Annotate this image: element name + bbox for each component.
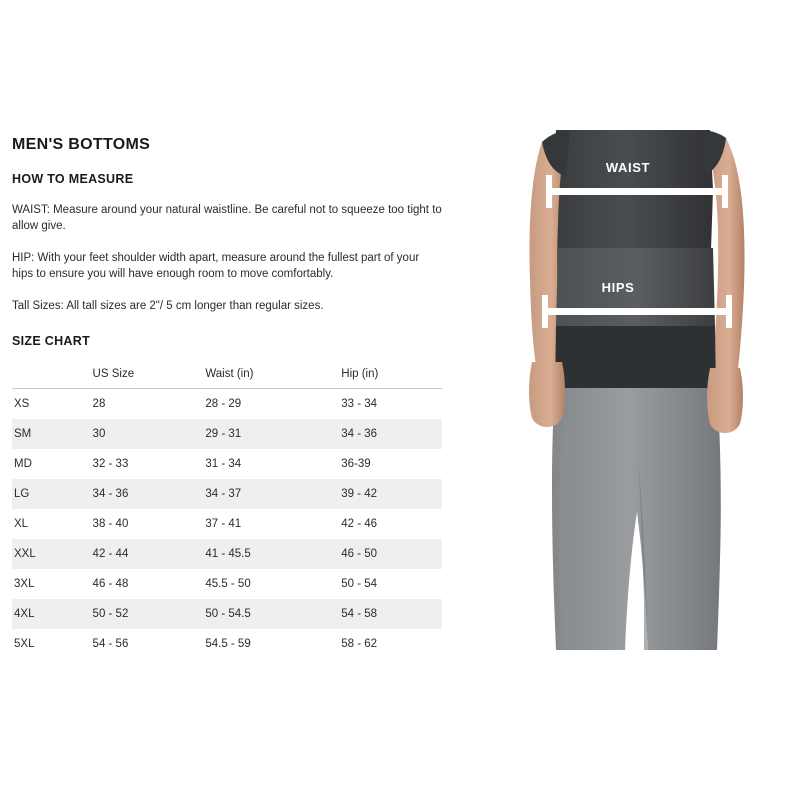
cell-size: 5XL: [14, 638, 35, 650]
cell-size: 3XL: [14, 578, 35, 590]
cell-us-size: 32 - 33: [92, 458, 129, 470]
table-row: [12, 509, 442, 539]
cell-waist: 29 - 31: [205, 419, 341, 449]
column-header-hip: Hip (in): [341, 362, 442, 389]
cell-waist: 41 - 45.5: [205, 539, 341, 569]
table-row: [12, 449, 442, 479]
cell-waist: 50 - 54.5: [205, 599, 341, 629]
cell-us-size: 30: [93, 419, 206, 449]
cell-us-size: 34 - 36: [93, 479, 206, 509]
page-title: MEN'S BOTTOMS: [12, 136, 151, 153]
cell-hip: 42 - 46: [341, 518, 378, 530]
table-row: [12, 629, 442, 659]
table-row: [12, 539, 442, 569]
table-header: [12, 362, 442, 389]
cell-size: 4XL: [12, 599, 93, 629]
table-row: [12, 479, 442, 509]
cell-size: XS: [14, 398, 30, 410]
column-header-us-size: US Size: [93, 362, 206, 389]
cell-hip: 33 - 34: [341, 398, 378, 410]
column-header-size: [12, 362, 93, 389]
waist-instruction: WAIST: Measure around your natural waistline. Be careful not to squeeze too tight to allow give.: [12, 204, 442, 232]
cell-waist: 54.5 - 59: [205, 638, 251, 650]
text-column: [12, 136, 452, 659]
table-row: [12, 419, 442, 449]
table-row: [12, 599, 442, 629]
cell-hip: 46 - 50: [341, 539, 442, 569]
cell-size: LG: [12, 479, 93, 509]
cell-us-size: 46 - 48: [92, 578, 129, 590]
cell-us-size: 28: [92, 398, 106, 410]
cell-hip: 34 - 36: [341, 419, 442, 449]
figure-image: [470, 130, 800, 650]
model-illustration: [470, 130, 800, 650]
size-chart-table: [12, 362, 442, 659]
cell-size: SM: [12, 419, 93, 449]
column-header-waist: Waist (in): [205, 362, 341, 389]
cell-hip: 54 - 58: [341, 599, 442, 629]
table-row: [12, 569, 442, 599]
cell-waist: 28 - 29: [205, 398, 242, 410]
table-body: [12, 389, 442, 660]
cell-size: MD: [14, 458, 32, 470]
size-chart-heading: SIZE CHART: [12, 334, 90, 348]
cell-size: XL: [14, 518, 29, 530]
cell-waist: 31 - 34: [205, 458, 242, 470]
cell-us-size: 42 - 44: [93, 539, 206, 569]
cell-hip: 36-39: [341, 458, 371, 470]
cell-us-size: 38 - 40: [92, 518, 129, 530]
table-header-row: [12, 362, 442, 389]
cell-size: XXL: [12, 539, 93, 569]
cell-us-size: 50 - 52: [93, 599, 206, 629]
cell-hip: 58 - 62: [341, 638, 378, 650]
waist-label: WAIST: [605, 160, 651, 175]
table-row: [12, 389, 442, 420]
how-to-measure-heading: HOW TO MEASURE: [12, 172, 134, 186]
cell-waist: 37 - 41: [205, 518, 242, 530]
measurement-figure: [470, 0, 800, 800]
cell-waist: 34 - 37: [205, 479, 341, 509]
cell-us-size: 54 - 56: [92, 638, 129, 650]
cell-hip: 39 - 42: [341, 479, 442, 509]
hips-label: HIPS: [601, 280, 635, 295]
hip-instruction: HIP: With your feet shoulder width apart, measure around the fullest part of your hips to ensure you will have enough room to move comfortably.: [12, 252, 420, 280]
tall-sizes-note: Tall Sizes: All tall sizes are 2"/ 5 cm longer than regular sizes.: [12, 300, 324, 312]
cell-waist: 45.5 - 50: [205, 578, 251, 590]
cell-hip: 50 - 54: [341, 578, 378, 590]
